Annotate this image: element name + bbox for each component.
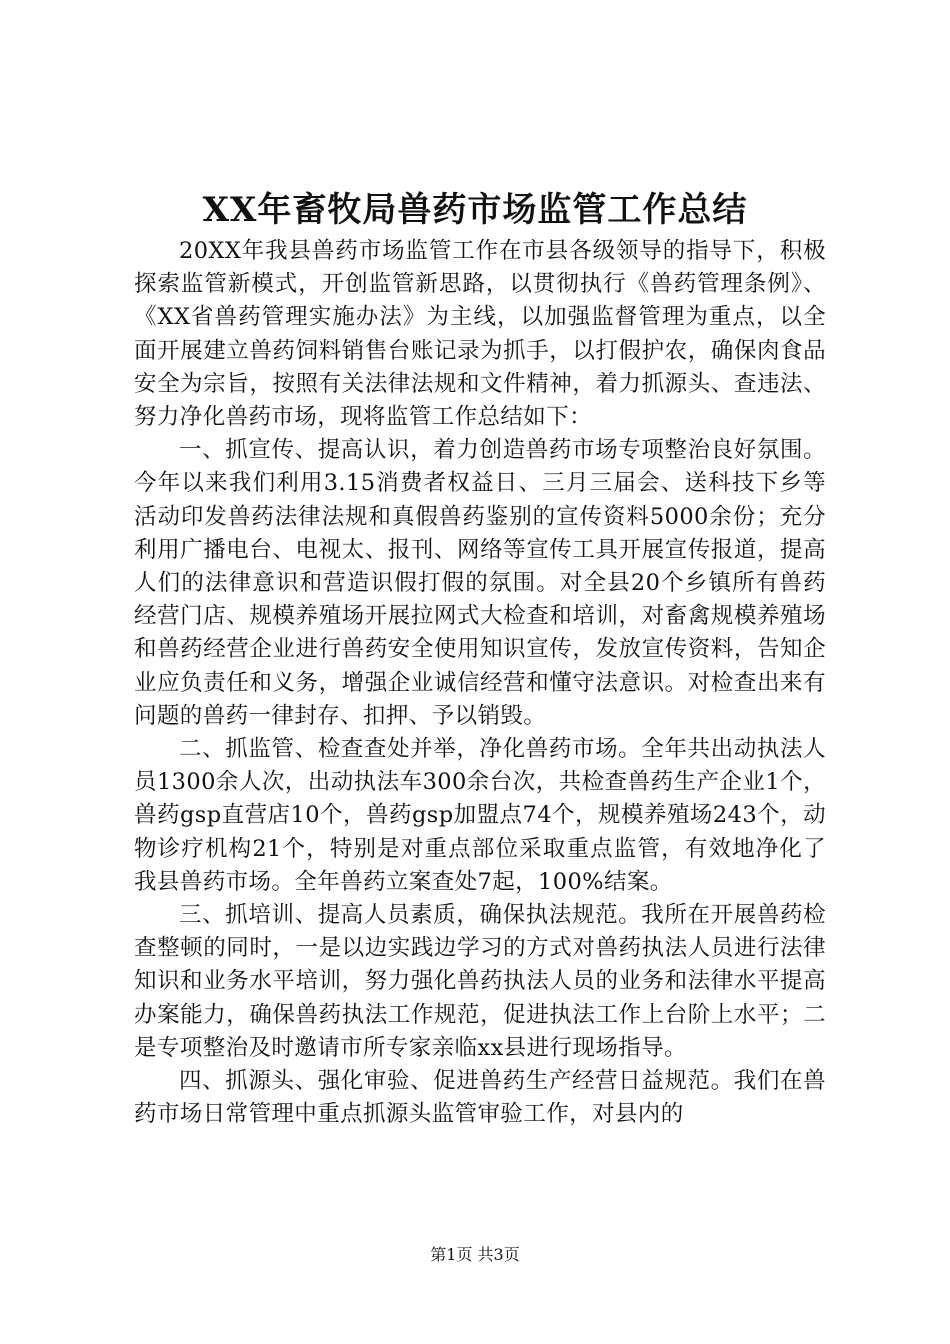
- document-body: [134, 235, 826, 1131]
- paragraph-intro: 20XX年我县兽药市场监管工作在市县各级领导的指导下，积极探索监管新模式，开创监管新思路，以贯彻执行《兽药管理条例》、《XX省兽药管理实施办法》为主线，以加强监督管理为重点，以全面开展建立兽药饲料销售台账记录为抓手，以打假护农，确保肉食品安全为宗旨，按照有关法律法规和文件精神，着力抓源头、查违法、努力净化兽药市场，现将监管工作总结如下：: [134, 238, 826, 431]
- paragraph-section-2: 二、抓监管、检查查处并举，净化兽药市场。全年共出动执法人员1300余人次，出动执法车300余台次，共检查兽药生产企业1个，兽药gsp直营店10个，兽药gsp加盟点74个，规模养殖场243个，动物诊疗机构21个，特别是对重点部位采取重点监管，有效地净化了我县兽药市场。全年兽药立案查处7起，100%结案。: [134, 736, 826, 895]
- paragraph-section-3: 三、抓培训、提高人员素质，确保执法规范。我所在开展兽药检查整顿的同时，一是以边实践边学习的方式对兽药执法人员进行法律知识和业务水平培训，努力强化兽药执法人员的业务和法律水平提高办案能力，确保兽药执法工作规范，促进执法工作上台阶上水平；二是专项整治及时邀请市所专家亲临xx县进行现场指导。: [134, 902, 826, 1061]
- paragraph-section-4: 四、抓源头、强化审验、促进兽药生产经营日益规范。我们在兽药市场日常管理中重点抓源头监管审验工作，对县内的: [134, 1068, 826, 1128]
- page-footer: 第1页 共3页: [430, 1245, 520, 1264]
- document-title: XX年畜牧局兽药市场监管工作总结: [202, 190, 748, 230]
- paragraph-section-1: 一、抓宣传、提高认识，着力创造兽药市场专项整治良好氛围。今年以来我们利用3.15消费者权益日、三月三届会、送科技下乡等活动印发兽药法律法规和真假兽药鉴别的宣传资料5000余份；充分利用广播电台、电视太、报刊、网络等宣传工具开展宣传报道，提高人们的法律意识和营造识假打假的氛围。对全县20个乡镇所有兽药经营门店、规模养殖场开展拉网式大检查和培训，对畜禽规模养殖场和兽药经营企业进行兽药安全使用知识宣传，发放宣传资料，告知企业应负责任和义务，增强企业诚信经营和懂守法意识。对检查出来有问题的兽药一律封存、扣押、予以销毁。: [134, 437, 826, 729]
